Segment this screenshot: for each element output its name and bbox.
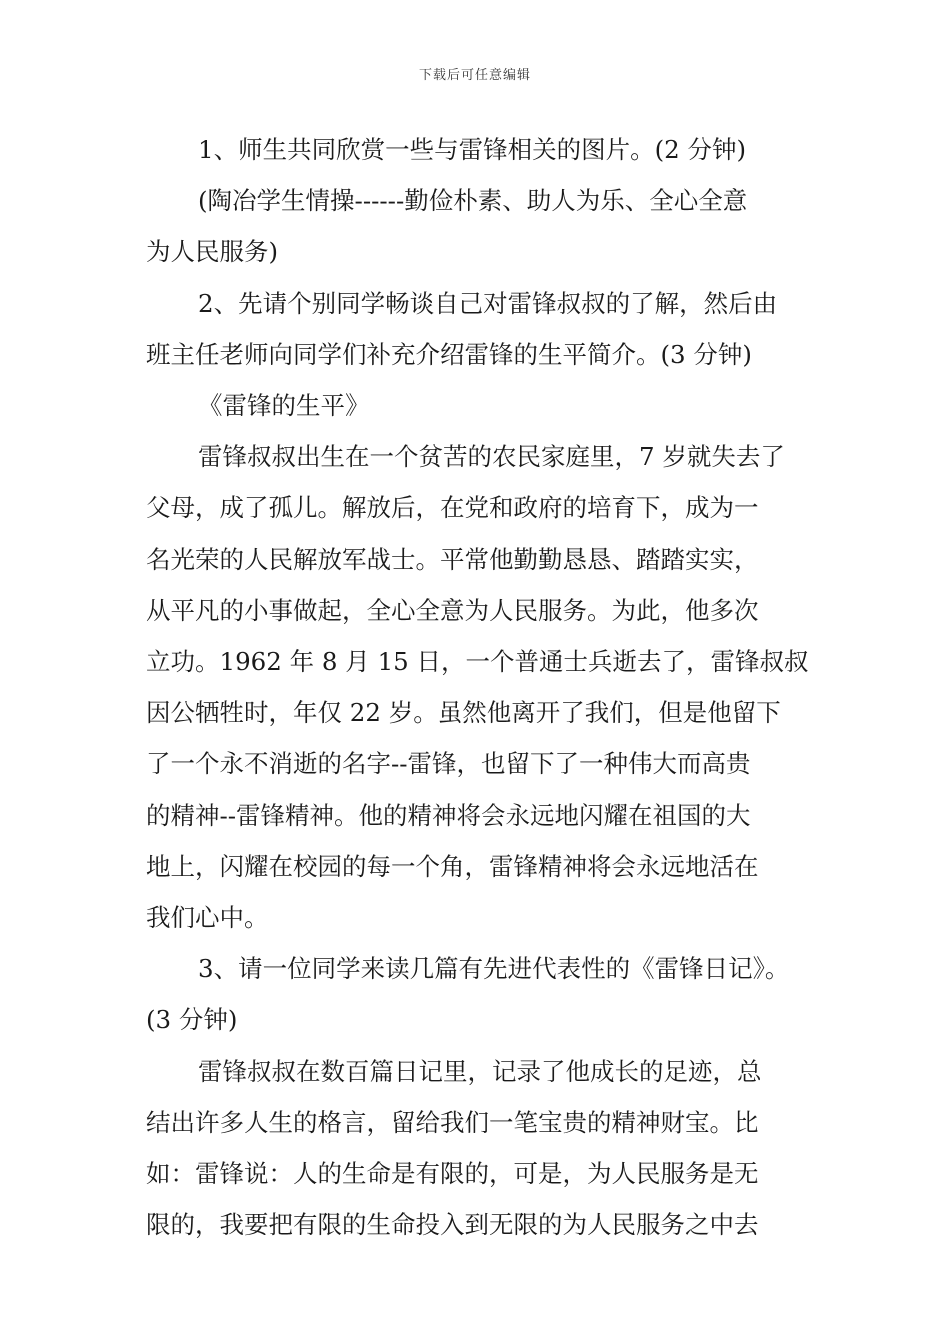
text-line: 了一个永不消逝的名字--雷锋，也留下了一种伟大而高贵 [146,749,751,779]
text-line: 父母，成了孤儿。解放后，在党和政府的培育下，成为一 [146,493,759,523]
text-line: 如：雷锋说：人的生命是有限的，可是，为人民服务是无 [146,1159,759,1189]
text-line: 我们心中。 [146,903,269,933]
page-header: 下载后可任意编辑 [418,68,531,83]
text-line: 为人民服务) [146,237,279,267]
text-line: 限的，我要把有限的生命投入到无限的为人民服务之中去 [146,1210,759,1240]
text-line: 3、请一位同学来读几篇有先进代表性的《雷锋日记》。 [198,954,790,984]
text-line: 班主任老师向同学们补充介绍雷锋的生平简介。(3 分钟) [146,339,752,369]
text-line: 名光荣的人民解放军战士。平常他勤勤恳恳、踏踏实实， [146,544,759,574]
text-line: (陶冶学生情操------勤俭朴素、助人为乐、全心全意 [198,186,748,216]
text-line: (3 分钟) [146,1005,238,1035]
text-line: 的精神--雷锋精神。他的精神将会永远地闪耀在祖国的大 [146,800,751,830]
text-line: 因公牺牲时，年仅 22 岁。虽然他离开了我们，但是他留下 [146,698,781,728]
text-line: 雷锋叔叔在数百篇日记里，记录了他成长的足迹，总 [198,1056,762,1086]
text-line: 1、师生共同欣赏一些与雷锋相关的图片。(2 分钟) [198,135,747,164]
section-title: 《雷锋的生平》 [198,391,370,421]
text-line: 雷锋叔叔出生在一个贫苦的农民家庭里，7 岁就失去了 [198,442,785,472]
text-line: 从平凡的小事做起，全心全意为人民服务。为此，他多次 [146,595,759,625]
text-line: 结出许多人生的格言，留给我们一笔宝贵的精神财宝。比 [146,1107,759,1137]
text-line: 立功。1962 年 8 月 15 日，一个普通士兵逝去了，雷锋叔叔 [146,647,809,677]
document-body [146,124,809,1250]
text-line: 2、先请个别同学畅谈自己对雷锋叔叔的了解，然后由 [198,288,778,318]
text-line: 地上，闪耀在校园的每一个角，雷锋精神将会永远地活在 [146,851,759,881]
